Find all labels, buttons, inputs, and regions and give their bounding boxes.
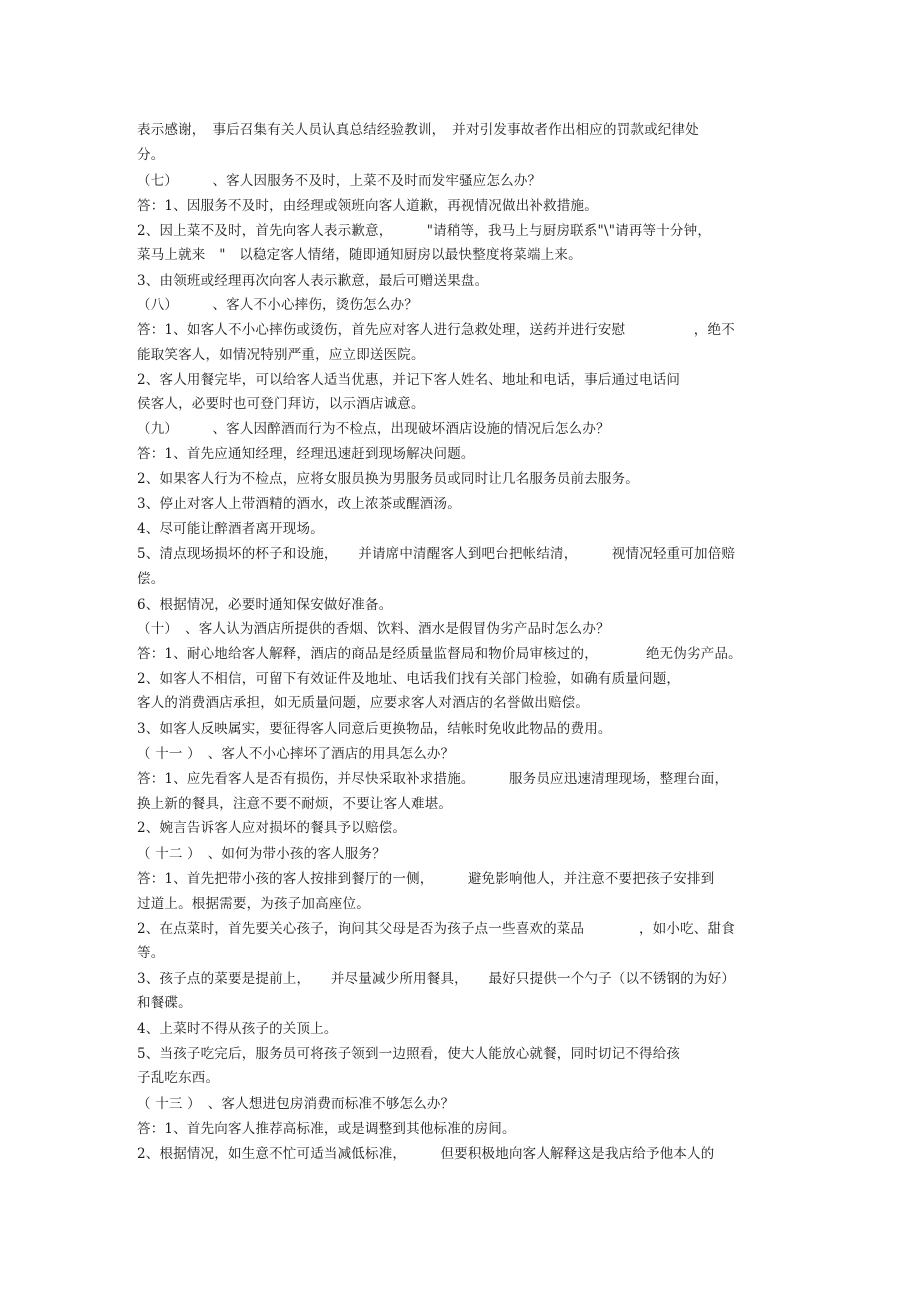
text-line: 答：1、首先向客人推荐高标准，或是调整到其他标准的房间。 — [137, 1121, 516, 1137]
section-heading: （七） 、客人因服务不及时，上菜不及时而发牢骚应怎么办？ — [137, 173, 542, 189]
section-heading: （ 十二 ） 、如何为带小孩的客人服务？ — [137, 846, 386, 862]
text-line: 等。 — [137, 945, 165, 961]
text-line: 3、孩子点的菜要是提前上， 并尽量减少所用餐具， 最好只提供一个勺子（以不锈钢的为好） — [137, 971, 736, 987]
section-heading: （ 十三 ） 、客人想进包房消费而标准不够怎么办？ — [137, 1096, 455, 1112]
text-line: 2、如客人不相信，可留下有效证件及地址、电话我们找有关部门检验，如确有质量问题， — [137, 671, 681, 687]
text-line: 2、如果客人行为不检点，应将女服员换为男服务员或同时让几名服务员前去服务。 — [137, 471, 639, 487]
text-line: 3、如客人反映属实，要征得客人同意后更换物品，结帐时免收此物品的费用。 — [137, 721, 612, 737]
text-line: 答：1、因服务不及时，由经理或领班向客人道歉，再视情况做出补救措施。 — [137, 198, 598, 214]
text-line: 3、由领班或经理再次向客人表示歉意，最后可赠送果盘。 — [137, 273, 489, 289]
text-line: 2、根据情况，如生意不忙可适当减低标准， 但要积极地向客人解释这是我店给予他本人的 — [137, 1146, 715, 1162]
text-line: 子乱吃东西。 — [137, 1070, 220, 1086]
text-line: 侯客人，必要时也可登门拜访，以示酒店诚意。 — [137, 396, 425, 412]
text-line: 2、因上菜不及时，首先向客人表示歉意， "请稍等，我马上与厨房联系"\"请再等十分钟， — [137, 223, 712, 239]
text-line: 客人的消费酒店承担，如无质量问题，应要求客人对酒店的名誉做出赔偿。 — [137, 695, 590, 711]
text-line: 6、根据情况，必要时通知保安做好准备。 — [137, 597, 393, 613]
text-line: 答：1、耐心地给客人解释，酒店的商品是经质量监督局和物价局审核过的， 绝无伪劣产品。 — [137, 646, 742, 662]
text-line: 2、客人用餐完毕，可以给客人适当优惠，并记下客人姓名、地址和电话，事后通过电话问 — [137, 372, 681, 388]
text-line: 分。 — [137, 147, 165, 163]
text-line: 4、尽可能让醉酒者离开现场。 — [137, 521, 324, 537]
text-line: 菜马上就来 " 以稳定客人情绪，随即通知厨房以最快整度将菜端上来。 — [137, 247, 582, 263]
text-line: 3、停止对客人上带酒精的酒水，改上浓茶或醒酒汤。 — [137, 496, 461, 512]
text-line: 4、上菜时不得从孩子的关顶上。 — [137, 1021, 338, 1037]
text-line: 答：1、如客人不小心摔伤或烫伤，首先应对客人进行急救处理，送药并进行安慰 ，绝不 — [137, 322, 735, 338]
text-line: 过道上。根据需要，为孩子加高座位。 — [137, 896, 370, 912]
section-heading: （八） 、客人不小心摔伤，烫伤怎么办？ — [137, 297, 418, 313]
text-line: 偿。 — [137, 571, 165, 587]
text-line: 2、在点菜时，首先要关心孩子，询问其父母是否为孩子点一些喜欢的菜品 ，如小吃、甜食 — [137, 921, 735, 937]
text-line: 5、当孩子吃完后，服务员可将孩子领到一边照看，使大人能放心就餐，同时切记不得给孩 — [137, 1046, 681, 1062]
text-line: 表示感谢， 事后召集有关人员认真总结经验教训， 并对引发事故者作出相应的罚款或纪律处 — [137, 122, 699, 138]
section-heading: （九） 、客人因醉酒而行为不检点，出现破坏酒店设施的情况后怎么办？ — [137, 421, 610, 437]
section-heading: （十） 、客人认为酒店所提供的香烟、饮料、酒水是假冒伪劣产品时怎么办？ — [137, 621, 610, 637]
text-line: 能取笑客人，如情况特别严重，应立即送医院。 — [137, 347, 425, 363]
section-heading: （ 十一 ） 、客人不小心摔坏了酒店的用具怎么办？ — [137, 746, 455, 762]
text-line: 5、清点现场损坏的杯子和设施， 并请席中清醒客人到吧台把帐结清， 视情况轻重可加倍赔 — [137, 546, 736, 562]
text-line: 答：1、首先把带小孩的客人按排到餐厅的一侧， 避免影响他人，并注意不要把孩子安排到 — [137, 871, 715, 887]
text-line: 换上新的餐具，注意不要不耐烦，不要让客人难堪。 — [137, 796, 453, 812]
text-line: 答：1、应先看客人是否有损伤，并尽快采取补求措施。 服务员应迅速清理现场，整理台面， — [137, 771, 729, 787]
text-line: 答：1、首先应通知经理，经理迅速赶到现场解决问题。 — [137, 446, 475, 462]
text-line: 和餐碟。 — [137, 995, 192, 1011]
text-line: 2、婉言告诉客人应对损坏的餐具予以赔偿。 — [137, 820, 407, 836]
